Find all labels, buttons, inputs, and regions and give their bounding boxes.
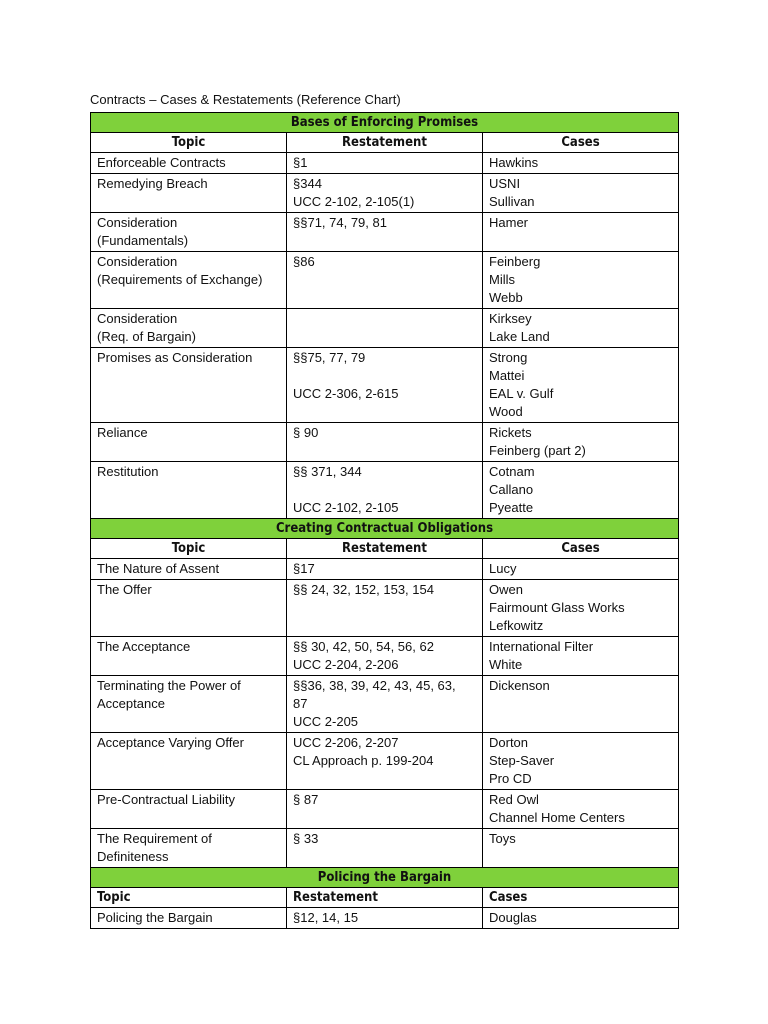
topic-cell — [91, 213, 287, 252]
table-row — [91, 423, 679, 462]
restatement-line: 87 — [293, 696, 308, 711]
topic-cell — [91, 309, 287, 348]
section-heading-row — [91, 868, 679, 888]
section-heading-row — [91, 519, 679, 539]
column-header-row — [91, 133, 679, 153]
cases-cell — [483, 637, 679, 676]
restatement-cell — [287, 637, 483, 676]
cases-line: Fairmount Glass Works — [489, 600, 625, 615]
restatement-line: CL Approach p. 199-204 — [293, 753, 434, 768]
table-row — [91, 790, 679, 829]
restatement-line: §344 — [293, 176, 322, 191]
restatement-line: §§ 30, 42, 50, 54, 56, 62 — [293, 639, 434, 654]
cases-cell — [483, 423, 679, 462]
cases-cell — [483, 462, 679, 519]
cases-cell — [483, 733, 679, 790]
section-heading: Creating Contractual Obligations — [91, 519, 679, 539]
topic-cell — [91, 733, 287, 790]
restatement-cell — [287, 908, 483, 929]
column-header-topic: Topic — [91, 133, 287, 153]
restatement-cell — [287, 213, 483, 252]
cases-line: Toys — [489, 831, 516, 846]
topic-line: Acceptance — [97, 696, 165, 711]
cases-line: Owen — [489, 582, 523, 597]
topic-cell — [91, 580, 287, 637]
topic-line: Reliance — [97, 425, 148, 440]
topic-line: Consideration — [97, 311, 178, 326]
cases-line: Cotnam — [489, 464, 535, 479]
topic-line: The Offer — [97, 582, 152, 597]
table-row — [91, 829, 679, 868]
restatement-cell — [287, 348, 483, 423]
topic-cell — [91, 559, 287, 580]
cases-line: White — [489, 657, 523, 672]
topic-line: Policing the Bargain — [97, 910, 213, 925]
cases-line: Red Owl — [489, 792, 539, 807]
section-heading-row — [91, 113, 679, 133]
cases-cell — [483, 580, 679, 637]
topic-line: (Fundamentals) — [97, 233, 189, 248]
restatement-line: §§36, 38, 39, 42, 43, 45, 63, — [293, 678, 456, 693]
cases-line: Kirksey — [489, 311, 532, 326]
column-header-topic: Topic — [91, 888, 287, 908]
column-header-row — [91, 888, 679, 908]
topic-line: Definiteness — [97, 849, 169, 864]
cases-line: Wood — [489, 404, 523, 419]
table-row — [91, 676, 679, 733]
cases-line: EAL v. Gulf — [489, 386, 554, 401]
cases-line: Pro CD — [489, 771, 532, 786]
table-row — [91, 580, 679, 637]
table-row — [91, 213, 679, 252]
restatement-line: § 87 — [293, 792, 319, 807]
restatement-line — [293, 481, 476, 499]
cases-line: Dorton — [489, 735, 529, 750]
cases-line: Mills — [489, 272, 515, 287]
topic-line: Consideration — [97, 254, 178, 269]
column-header-cases: Cases — [483, 539, 679, 559]
topic-cell — [91, 676, 287, 733]
restatement-line: §12, 14, 15 — [293, 910, 359, 925]
cases-line: USNI — [489, 176, 521, 191]
cases-cell — [483, 790, 679, 829]
cases-line: Pyeatte — [489, 500, 534, 515]
restatement-cell — [287, 252, 483, 309]
restatement-cell — [287, 423, 483, 462]
cases-line: Strong — [489, 350, 528, 365]
topic-line: Enforceable Contracts — [97, 155, 226, 170]
topic-cell — [91, 348, 287, 423]
restatement-line: § 90 — [293, 425, 319, 440]
restatement-cell — [287, 174, 483, 213]
topic-cell — [91, 908, 287, 929]
topic-line: (Requirements of Exchange) — [97, 272, 263, 287]
column-header-topic: Topic — [91, 539, 287, 559]
restatement-line: § 33 — [293, 831, 319, 846]
table-row — [91, 348, 679, 423]
table-row — [91, 309, 679, 348]
topic-line: The Acceptance — [97, 639, 191, 654]
restatement-line: §§71, 74, 79, 81 — [293, 215, 387, 230]
cases-line: Sullivan — [489, 194, 535, 209]
topic-line: Terminating the Power of — [97, 678, 241, 693]
cases-cell — [483, 908, 679, 929]
cases-cell — [483, 174, 679, 213]
cases-line: Mattei — [489, 368, 525, 383]
column-header-cases: Cases — [483, 888, 679, 908]
cases-cell — [483, 829, 679, 868]
reference-chart — [90, 112, 678, 929]
restatement-cell — [287, 580, 483, 637]
restatement-line: §1 — [293, 155, 308, 170]
cases-cell — [483, 676, 679, 733]
cases-cell — [483, 153, 679, 174]
cases-line: International Filter — [489, 639, 594, 654]
cases-line: Channel Home Centers — [489, 810, 625, 825]
section-heading: Bases of Enforcing Promises — [91, 113, 679, 133]
cases-line: Step-Saver — [489, 753, 555, 768]
restatement-line: §17 — [293, 561, 315, 576]
cases-line: Lake Land — [489, 329, 550, 344]
cases-line: Hawkins — [489, 155, 539, 170]
cases-line: Feinberg — [489, 254, 541, 269]
topic-cell — [91, 637, 287, 676]
restatement-line: UCC 2-205 — [293, 714, 359, 729]
topic-cell — [91, 174, 287, 213]
cases-cell — [483, 348, 679, 423]
cases-line: Dickenson — [489, 678, 550, 693]
restatement-cell — [287, 462, 483, 519]
table-row — [91, 559, 679, 580]
section-heading: Policing the Bargain — [91, 868, 679, 888]
topic-line: Acceptance Varying Offer — [97, 735, 244, 750]
cases-line: Callano — [489, 482, 534, 497]
topic-line: Promises as Consideration — [97, 350, 253, 365]
cases-cell — [483, 252, 679, 309]
restatement-line: UCC 2-102, 2-105 — [293, 500, 399, 515]
cases-line: Lefkowitz — [489, 618, 544, 633]
column-header-restatement: Restatement — [287, 539, 483, 559]
topic-cell — [91, 462, 287, 519]
topic-cell — [91, 423, 287, 462]
cases-line: Douglas — [489, 910, 537, 925]
topic-line: Pre-Contractual Liability — [97, 792, 236, 807]
restatement-cell — [287, 676, 483, 733]
table-row — [91, 153, 679, 174]
column-header-row — [91, 539, 679, 559]
reference-table — [90, 112, 679, 929]
restatement-line — [293, 367, 476, 385]
document-title: Contracts – Cases & Restatements (Reference Chart) — [90, 92, 401, 107]
restatement-line: §§75, 77, 79 — [293, 350, 366, 365]
restatement-line: UCC 2-204, 2-206 — [293, 657, 399, 672]
restatement-line: UCC 2-102, 2-105(1) — [293, 194, 415, 209]
cases-line: Webb — [489, 290, 523, 305]
table-row — [91, 908, 679, 929]
table-row — [91, 733, 679, 790]
table-row — [91, 462, 679, 519]
column-header-cases: Cases — [483, 133, 679, 153]
restatement-cell — [287, 790, 483, 829]
table-row — [91, 252, 679, 309]
topic-line: (Req. of Bargain) — [97, 329, 196, 344]
table-row — [91, 174, 679, 213]
cases-line: Hamer — [489, 215, 529, 230]
restatement-cell — [287, 309, 483, 348]
restatement-line: UCC 2-206, 2-207 — [293, 735, 399, 750]
restatement-line — [293, 310, 476, 328]
restatement-line: §§ 371, 344 — [293, 464, 362, 479]
topic-line: Restitution — [97, 464, 159, 479]
restatement-line: §§ 24, 32, 152, 153, 154 — [293, 582, 434, 597]
topic-line: The Requirement of — [97, 831, 212, 846]
topic-cell — [91, 153, 287, 174]
column-header-restatement: Restatement — [287, 888, 483, 908]
cases-cell — [483, 309, 679, 348]
topic-cell — [91, 790, 287, 829]
restatement-cell — [287, 829, 483, 868]
restatement-cell — [287, 733, 483, 790]
topic-line: The Nature of Assent — [97, 561, 220, 576]
cases-cell — [483, 559, 679, 580]
cases-line: Lucy — [489, 561, 517, 576]
column-header-restatement: Restatement — [287, 133, 483, 153]
restatement-line: UCC 2-306, 2-615 — [293, 386, 399, 401]
cases-cell — [483, 213, 679, 252]
topic-cell — [91, 252, 287, 309]
cases-line: Rickets — [489, 425, 532, 440]
cases-line: Feinberg (part 2) — [489, 443, 586, 458]
topic-line: Remedying Breach — [97, 176, 208, 191]
restatement-line: §86 — [293, 254, 315, 269]
restatement-cell — [287, 153, 483, 174]
topic-cell — [91, 829, 287, 868]
table-row — [91, 637, 679, 676]
topic-line: Consideration — [97, 215, 178, 230]
restatement-cell — [287, 559, 483, 580]
